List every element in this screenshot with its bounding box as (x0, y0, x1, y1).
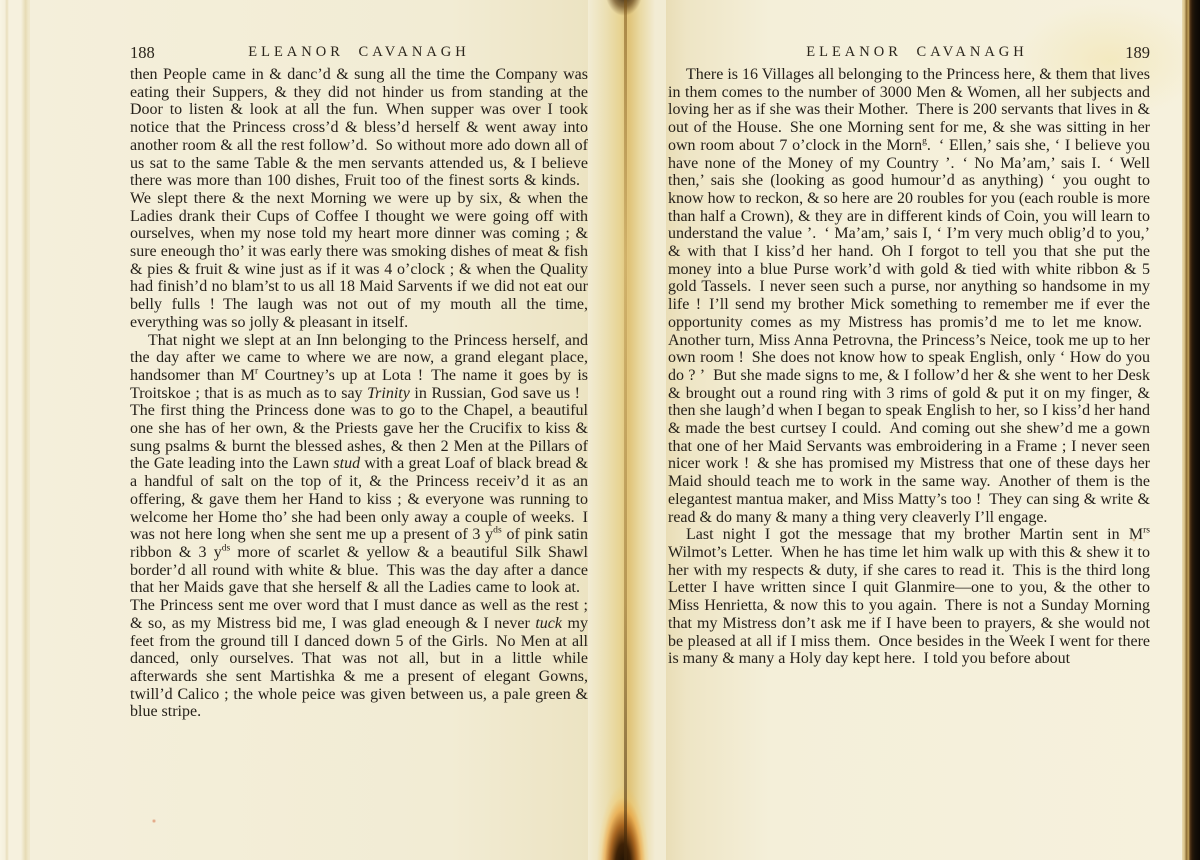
superscript-text: rs (1143, 524, 1150, 536)
book-page-edge-right (1182, 0, 1200, 860)
page-header (130, 44, 588, 64)
italic-text: Trinity (367, 384, 410, 402)
paragraph: That night we slept at an Inn belonging to the Princess herself, and the day after we came to where we are now, a grand elegant place, handsomer than $M^r$ Courtney’s up at Lota ! The name it goes by is Troitskoe ; that is as much as to say Trinity in Russian, God save us ! The first thing the Princess done was to go to the Chapel, a beautiful one she has of her own, & the Priests gave her the Crucifix to kiss & sung psalms & burnt the blessed ashes, & then 2 Men at the Pillars of the Gate leading into the Lawn stud with a great Loaf of black bread & a handful of salt on the top of it, & the Princess receiv’d it as an offering, & gave them her Hand to kiss ; & everyone was running to welcome her Home tho’ she had been only away a couple of weeks. I was not here long when she sent me up a present of 3 $y^{ds}$ of pink satin ribbon & 3 $y^{ds}$ more of scarlet & yellow & a beautiful Silk Shawl border’d all round with white & blue. This was the day after a dance that her Maids gave that she herself & all the Ladies came to look at. The Princess sent me over word that I must dance as well as the rest ; & so, as my Mistress bid me, I was glad eneough & I never tuck my feet from the ground till I danced down 5 of the Girls. No Men at all danced, only ourselves. That was not all, but in a little while afterwards she sent Martishka & me a present of elegant Gowns, twill’d Calico ; the whole peice was given between us, a pale green & blue stripe. (130, 331, 589, 721)
page-189 (666, 0, 1182, 860)
superscript-text: ds (493, 524, 502, 536)
book-page-edge-left (0, 0, 30, 860)
running-title: ELEANOR CAVANAGH (806, 44, 1028, 60)
page-text (130, 66, 588, 721)
superscript-text: r (254, 365, 259, 377)
paragraph: Last night I got the message that my brother Martin sent in $M^{rs}$ Wilmot’s Letter. When he has time let him walk up with this & shew it to her with my respects & duty, if she cares to read it. This is the third long Letter I have written since I quit Glanmire—one to you, & the other to Miss Henrietta, & now this to you again. There is not a Sunday Morning that my Mistress don’t ask me if I have been to prayers, & she would not be pleased at all if I miss them. Once besides in the Week I went for there is many & many a Holy day kept here. I told you before about (668, 524, 1150, 668)
superscript-text: g (922, 135, 927, 147)
page-number: 188 (130, 43, 155, 62)
page-number: 189 (1125, 43, 1150, 62)
page-text (668, 66, 1150, 668)
italic-text: tuck (535, 614, 563, 632)
superscript-text: ds (221, 542, 231, 554)
paragraph: There is 16 Villages all belonging to the Princess here, & them that lives in them comes to the number of 3000 Men & Women, all her subjects and loving her as if she was their Mother. There is 200 servants that lives in & out of the House. She one Morning sent for me, & she was sitting in her own room about 7 o’clock in the Morn$^g$. ‘ Ellen,’ sais she, ‘ I believe you have none of the Money of my Country ’. ‘ No Ma’am,’ sais I. ‘ Well then,’ sais she (looking as good humour’d as anything) ‘ you ought to know how to reckon, & so here are 20 roubles for you (each rouble is more than half a Crown), & they are in different kinds of Coin, you will learn to understand the value ’. ‘ Ma’am,’ sais I, ‘ I’m very much oblig’d to you,’ & with that I kiss’d her hand. Oh I forgot to tell you that she put the money into a blue Purse work’d with gold & tied with white ribbon & 5 gold Tassels. I never seen such a purse, nor anything so handsome in my life ! I’ll send my brother Mick something to remember me if ever the opportunity comes as my Mistress has promis’d me to let me know. Another turn, Miss Anna Petrovna, the Princess’s Neice, took me up to her own room ! She does not know how to speak English, only ‘ How do you do ? ’ But she made signs to me, & I follow’d her & she went to her Desk & brought out a round ring with 3 rims of gold & put it on my finger, & then she laugh’d when I began to speak English to her, so I kiss’d her hand & made the best curtsey I could. And coming out she shew’d me a gown that one of her Maid Servants was embroidering in a Frame ; I never seen nicer work ! & she has promised my Mistress that one of these days her Maid should teach me to work in the same way. Another of them is the elegantest mantua maker, and Miss Matty’s too ! They can sing & write & read & do many & many a thing very cleaverly I’ll engage. (668, 66, 1150, 526)
running-title: ELEANOR CAVANAGH (248, 44, 470, 60)
italic-text: stud (333, 455, 361, 473)
page-header (668, 44, 1166, 64)
paragraph: then People came in & danc’d & sung all the time the Company was eating their Suppers, & they did not hinder us from standing at the Door to listen & look at all the fun. When supper was over I took notice that the Princess cross’d & bless’d herself & went away into another room & all the rest follow’d. So without more ado down all of us sat to the same Table & the men servants attended us, & I believe there was more than 100 dishes, Fruit too of the finest sorts & kinds. We slept there & the next Morning we were up by six, & when the Ladies drank their Cups of Coffee I thought we were going off with ourselves, when my nose told my heart more dinner was coming ; & sure eneough tho’ it was early there was smoking dishes of meat & fish & pies & fruit & wine just as if it was 4 o’clock ; & when the Quality had finish’d no blam’st to us all 18 Maid Sarvents if we did not eat our belly fulls ! The laugh was not out of my mouth all the time, everything was so jolly & pleasant in itself. (130, 66, 588, 331)
page-188 (30, 0, 588, 860)
book-gutter-shadow (588, 0, 666, 860)
